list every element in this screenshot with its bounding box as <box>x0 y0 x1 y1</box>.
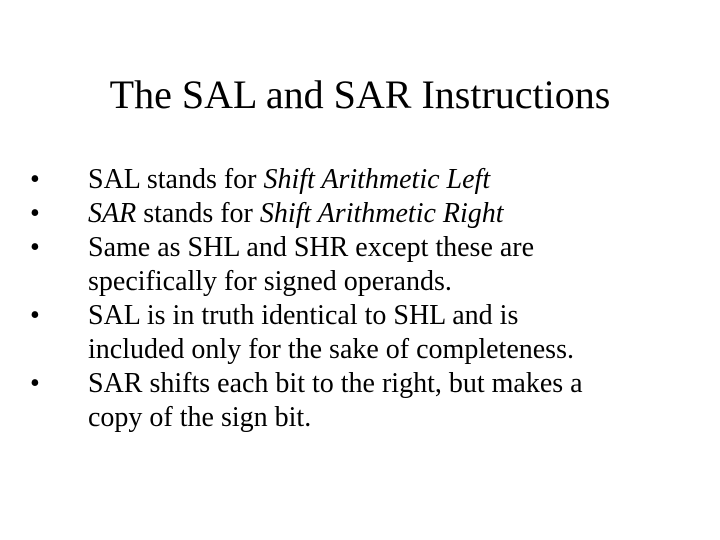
bullet-line <box>88 299 700 333</box>
text-span: included only for the sake of completeness. <box>88 334 574 365</box>
bullet-line <box>88 265 700 299</box>
italic-text: Shift Arithmetic Left <box>263 164 491 195</box>
bullet-line <box>88 231 700 265</box>
text-span: specifically for signed operands. <box>88 266 452 297</box>
bullet-line <box>88 333 700 367</box>
italic-text: Shift Arithmetic Right <box>259 198 504 229</box>
bullet-dot-icon: • <box>30 198 40 229</box>
bullet-list <box>30 163 700 435</box>
bullet-dot-icon: • <box>30 300 40 331</box>
bullet-item <box>30 299 700 367</box>
bullet-line <box>88 163 700 197</box>
bullet-line <box>88 197 700 231</box>
bullet-dot-icon: • <box>30 164 40 195</box>
slide-title: The SAL and SAR Instructions <box>109 72 611 117</box>
bullet-line <box>88 401 700 435</box>
bullet-item <box>30 197 700 231</box>
text-span: SAL stands for <box>88 164 264 195</box>
italic-text: SAR <box>88 198 137 229</box>
text-span: stands for <box>136 198 260 229</box>
bullet-text <box>88 299 700 367</box>
bullet-item <box>30 367 700 435</box>
bullet-dot-icon: • <box>30 368 40 399</box>
bullet-item <box>30 163 700 197</box>
bullet-dot-icon: • <box>30 232 40 263</box>
bullet-text <box>88 231 700 299</box>
bullet-text <box>88 197 700 231</box>
bullet-text <box>88 163 700 197</box>
bullet-line <box>88 367 700 401</box>
bullet-item <box>30 231 700 299</box>
text-span: SAL is in truth identical to SHL and is <box>88 300 519 331</box>
bullet-text <box>88 367 700 435</box>
text-span: Same as SHL and SHR except these are <box>88 232 535 263</box>
text-span: SAR shifts each bit to the right, but makes a <box>88 368 583 399</box>
text-span: copy of the sign bit. <box>88 402 312 433</box>
